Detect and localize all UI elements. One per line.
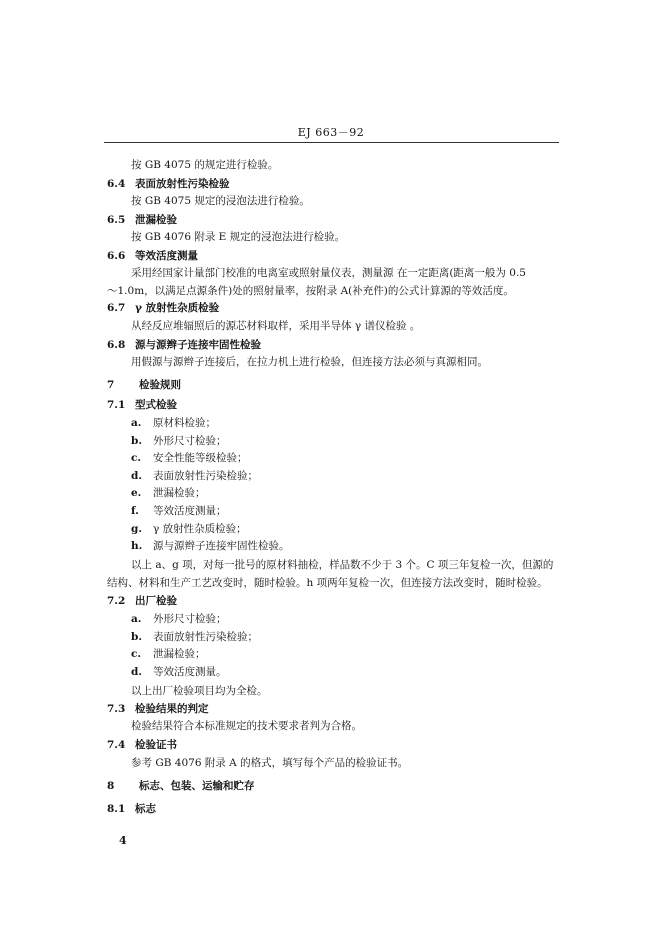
header-rule xyxy=(104,142,559,143)
clause-number: 7.3 xyxy=(107,703,126,715)
clause-heading xyxy=(107,248,577,264)
section-heading xyxy=(107,377,577,393)
clause-number: 7.1 xyxy=(107,399,126,411)
clause-title: 标志、包装、运输和贮存 xyxy=(139,780,255,792)
paragraph-line: 用假源与源辫子连接后，在拉力机上进行检验，但连接方法必须与真源相同。 xyxy=(131,356,488,368)
clause-number: 6.8 xyxy=(107,339,126,351)
list-item-label: e. xyxy=(131,487,142,499)
clause-title: 检验结果的判定 xyxy=(135,703,209,715)
list-item xyxy=(131,646,601,662)
list-item-text: 原材料检验； xyxy=(153,417,216,429)
paragraph-line: 结构、材料和生产工艺改变时，随时检验。h 项两年复检一次，但连接方法改变时，随时检验。 xyxy=(107,577,548,589)
paragraph-line: 检验结果符合本标准规定的技术要求者判为合格。 xyxy=(131,720,362,732)
list-item xyxy=(131,664,601,680)
clause-number: 6.5 xyxy=(107,214,126,226)
clause-number: 7 xyxy=(107,379,115,391)
list-item xyxy=(131,468,601,484)
paragraph-line: 按 GB 4075 的规定进行检验。 xyxy=(131,159,279,171)
list-item-text: 泄漏检验； xyxy=(153,648,206,660)
paragraph-line: 以上 a、g 项，对每一批号的原材料抽检，样品数不少于 3 个。C 项三年复检一次，但源的 xyxy=(131,559,554,571)
clause-heading xyxy=(107,337,577,353)
clause-title: 泄漏检验 xyxy=(135,214,177,226)
list-item-label: c. xyxy=(131,452,142,464)
list-item xyxy=(131,503,601,519)
clause-heading xyxy=(107,737,577,753)
list-item xyxy=(131,611,601,627)
clause-number: 8.1 xyxy=(107,803,126,815)
clause-heading xyxy=(107,701,577,717)
list-item-label: b. xyxy=(131,631,142,643)
paragraph-line: 采用经国家计量部门校准的电离室或照射量仪表，测量源 在一定距离(距离一般为 0.5 xyxy=(131,267,526,279)
clause-heading xyxy=(107,397,577,413)
paragraph-line: 以上出厂检验项目均为全检。 xyxy=(131,685,268,697)
list-item-text: 表面放射性污染检验； xyxy=(153,470,258,482)
list-item xyxy=(131,521,601,537)
list-item-text: 等效活度测量； xyxy=(153,505,227,517)
list-item-text: 安全性能等级检验； xyxy=(153,452,248,464)
document-code: EJ 663－92 xyxy=(297,126,365,139)
list-item-label: d. xyxy=(131,470,142,482)
list-item xyxy=(131,629,601,645)
clause-title: 表面放射性污染检验 xyxy=(135,178,230,190)
clause-title: 检验规则 xyxy=(139,379,181,391)
clause-title: γ 放射性杂质检验 xyxy=(135,302,220,314)
clause-title: 等效活度测量 xyxy=(135,250,198,262)
clause-title: 标志 xyxy=(135,803,156,815)
list-item-label: c. xyxy=(131,648,142,660)
clause-heading xyxy=(107,801,577,817)
list-item-text: 泄漏检验； xyxy=(153,487,206,499)
list-item-label: b. xyxy=(131,435,142,447)
clause-number: 8 xyxy=(107,780,115,792)
clause-heading xyxy=(107,593,577,609)
clause-title: 源与源辫子连接牢固性检验 xyxy=(135,339,261,351)
list-item xyxy=(131,433,601,449)
clause-heading xyxy=(107,300,577,316)
list-item-text: γ 放射性杂质检验； xyxy=(153,523,247,535)
clause-title: 出厂检验 xyxy=(135,595,177,607)
clause-number: 6.4 xyxy=(107,178,126,190)
list-item-label: a. xyxy=(131,417,142,429)
list-item-label: f. xyxy=(131,505,139,517)
clause-heading xyxy=(107,212,577,228)
paragraph-line: 按 GB 4076 附录 E 规定的浸泡法进行检验。 xyxy=(131,231,346,243)
list-item-label: g. xyxy=(131,523,142,535)
paragraph-line: 按 GB 4075 规定的浸泡法进行检验。 xyxy=(131,195,310,207)
clause-number: 6.7 xyxy=(107,302,126,314)
list-item-text: 外形尺寸检验； xyxy=(153,435,227,447)
list-item-label: d. xyxy=(131,666,142,678)
section-heading xyxy=(107,778,577,794)
list-item xyxy=(131,538,601,554)
clause-number: 6.6 xyxy=(107,250,126,262)
list-item xyxy=(131,485,601,501)
clause-number: 7.4 xyxy=(107,739,126,751)
list-item-label: h. xyxy=(131,540,143,552)
list-item-text: 外形尺寸检验； xyxy=(153,613,227,625)
clause-title: 检验证书 xyxy=(135,739,177,751)
paragraph-line: ～1.0m，以满足点源条件)处的照射量率，按附录 A(补充件)的公式计算源的等效活度。 xyxy=(107,285,514,297)
clause-heading xyxy=(107,176,577,192)
paragraph-line: 从经反应堆辐照后的源芯材料取样，采用半导体 γ 谱仪检验 。 xyxy=(131,320,421,332)
list-item-text: 等效活度测量。 xyxy=(153,666,227,678)
list-item xyxy=(131,415,601,431)
list-item-text: 源与源辫子连接牢固性检验。 xyxy=(153,540,290,552)
list-item-label: a. xyxy=(131,613,142,625)
page-number: 4 xyxy=(119,834,127,847)
paragraph-line: 参考 GB 4076 附录 A 的格式，填写每个产品的检验证书。 xyxy=(131,757,409,769)
list-item xyxy=(131,450,601,466)
list-item-text: 表面放射性污染检验； xyxy=(153,631,258,643)
clause-title: 型式检验 xyxy=(135,399,177,411)
clause-number: 7.2 xyxy=(107,595,126,607)
